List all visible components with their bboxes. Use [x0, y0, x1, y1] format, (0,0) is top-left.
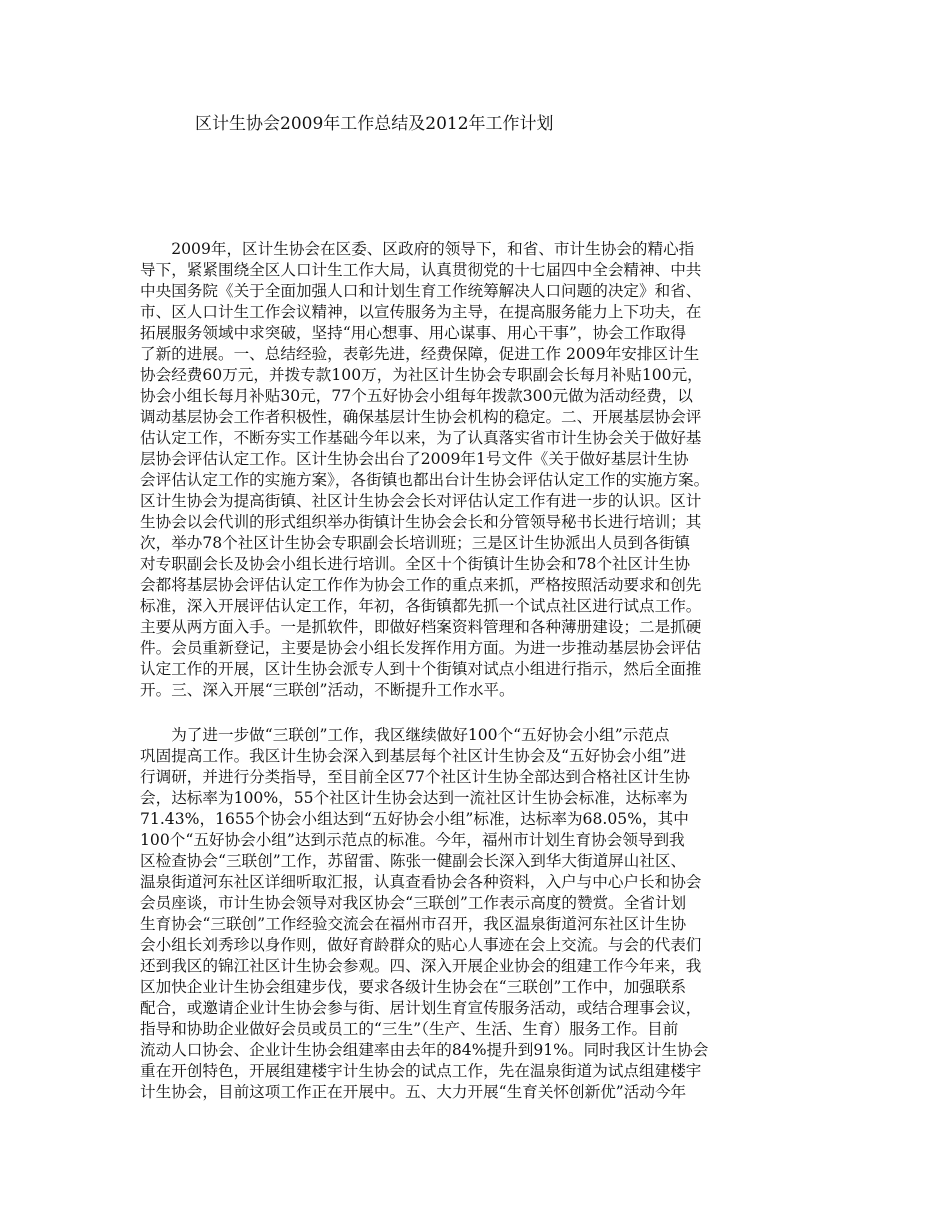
text-line: 了新的进展。一、总结经验，表彰先进，经费保障，促进工作 2009年安排区计生	[140, 345, 700, 363]
text-line: 配合，或邀请企业计生协会参与街、居计划生育宣传服务活动，或结合理事会议，	[140, 999, 702, 1017]
text-line: 协会小组长每月补贴30元，77个五好协会小组每年拨款300元做为活动经费，以	[140, 387, 693, 405]
text-line: 中央国务院《关于全面加强人口和计划生育工作统筹解决人口问题的决定》和省、	[140, 282, 702, 300]
text-line: 调动基层协会工作者积极性，确保基层计生协会机构的稳定。二、开展基层协会评	[140, 408, 702, 426]
paragraph-2	[140, 725, 820, 1103]
text-line: 会评估认定工作的实施方案》，各街镇也都出台计生协会评估认定工作的实施方案。	[140, 471, 710, 489]
text-line: 生育协会“三联创”工作经验交流会在福州市召开，我区温泉街道河东社区计生协	[140, 915, 687, 933]
text-line: 会员座谈，市计生协会领导对我区协会“三联创”工作表示高度的赞赏。全省计划	[140, 894, 687, 912]
text-line: 市、区人口计生工作会议精神，以宣传服务为主导，在提高服务能力上下功夫，在	[140, 303, 702, 321]
paragraph-1	[140, 239, 820, 701]
text-line: 流动人口协会、企业计生协会组建率由去年的84%提升到91%。同时我区计生协会	[140, 1041, 709, 1059]
text-line: 会小组长刘秀珍以身作则，做好育龄群众的贴心人事迹在会上交流。与会的代表们	[140, 936, 702, 954]
text-line: 生协会以会代训的形式组织举办街镇计生协会会长和分管领导秘书长进行培训；其	[140, 513, 702, 531]
text-line: 区加快企业计生协会组建步伐，要求各级计生协会在“三联创”工作中，加强联系	[140, 978, 687, 996]
text-line: 层协会评估认定工作。区计生协会出台了2009年1号文件《关于做好基层计生协	[140, 450, 689, 468]
text-line: 区检查协会“三联创”工作，苏留雷、陈张一健副会长深入到华大街道屏山社区、	[140, 852, 687, 870]
text-line: 2009年，区计生协会在区委、区政府的领导下，和省、市计生协会的精心指	[140, 240, 695, 258]
text-line: 会都将基层协会评估认定工作作为协会工作的重点来抓，严格按照活动要求和创先	[140, 576, 702, 594]
text-line: 71.43%，1655个协会小组达到“五好协会小组”标准，达标率为68.05%，其中	[140, 810, 689, 828]
text-line: 重在开创特色，开展组建楼宇计生协会的试点工作，先在温泉街道为试点组建楼宇	[140, 1062, 702, 1080]
text-line: 次，举办78个社区计生协会专职副会长培训班；三是区计生协派出人员到各街镇	[140, 534, 691, 552]
text-line: 件。会员重新登记，主要是协会小组长发挥作用方面。为进一步推动基层协会评估	[140, 639, 702, 657]
text-line: 认定工作的开展，区计生协会派专人到十个街镇对试点小组进行指示，然后全面推	[140, 660, 702, 678]
text-line: 区计生协会为提高街镇、社区计生协会会长对评估认定工作有进一步的认识。区计	[140, 492, 702, 510]
text-line: 标准，深入开展评估认定工作，年初，各街镇都先抓一个试点社区进行试点工作。	[140, 597, 702, 615]
text-line: 温泉街道河东社区详细听取汇报，认真查看协会各种资料，入户与中心户长和协会	[140, 873, 702, 891]
text-line: 导下，紧紧围绕全区人口计生工作大局，认真贯彻党的十七届四中全会精神、中共	[140, 261, 702, 279]
text-line: 估认定工作，不断夯实工作基础今年以来，为了认真落实省市计生协会关于做好基	[140, 429, 702, 447]
text-line: 对专职副会长及协会小组长进行培训。全区十个街镇计生协会和78个社区计生协	[140, 555, 691, 573]
text-line: 计生协会，目前这项工作正在开展中。五、大力开展“生育关怀创新优”活动今年	[140, 1083, 687, 1101]
paragraph-gap	[140, 701, 820, 725]
text-line: 拓展服务领域中求突破，坚持“用心想事、用心谋事、用心干事”，协会工作取得	[140, 324, 687, 342]
text-line: 指导和协助企业做好会员或员工的“三生”（生产、生活、生育）服务工作。目前	[140, 1020, 679, 1038]
text-line: 巩固提高工作。我区计生协会深入到基层每个社区计生协会及“五好协会小组”进	[140, 747, 687, 765]
text-line: 还到我区的锦江社区计生协会参观。四、深入开展企业协会的组建工作今年来，我	[140, 957, 702, 975]
text-line: 100个“五好协会小组”达到示范点的标准。今年，福州市计划生育协会领导到我	[140, 831, 685, 849]
text-line: 为了进一步做“三联创”工作，我区继续做好100个“五好协会小组”示范点	[140, 726, 670, 744]
text-line: 主要从两方面入手。一是抓软件，即做好档案资料管理和各种薄册建设；二是抓硬	[140, 618, 702, 636]
text-line: 开。三、深入开展“三联创”活动，不断提升工作水平。	[140, 681, 515, 699]
text-line: 行调研，并进行分类指导，至目前全区77个社区计生协全部达到合格社区计生协	[140, 768, 691, 786]
text-line: 协会经费60万元，并拨专款100万，为社区计生协会专职副会长每月补贴100元，	[140, 366, 703, 384]
document-body	[140, 239, 820, 1103]
text-line: 会，达标率为100%，55个社区计生协会达到一流社区计生协会标准，达标率为	[140, 789, 688, 807]
document-title: 区计生协会2009年工作总结及2012年工作计划	[195, 114, 554, 134]
